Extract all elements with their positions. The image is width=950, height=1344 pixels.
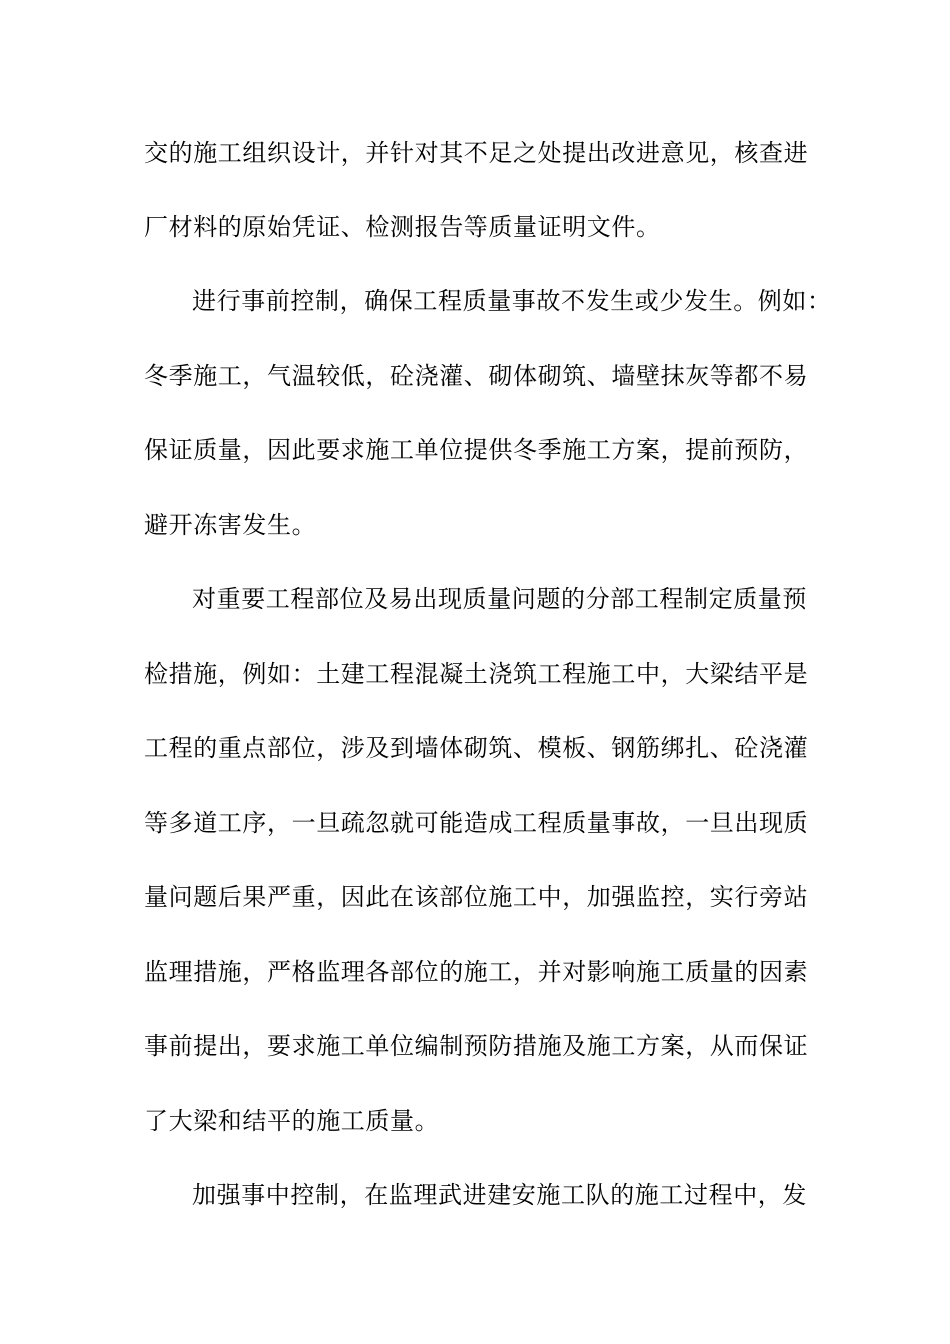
text-line: 量问题后果严重，因此在该部位施工中，加强监控，实行旁站 xyxy=(144,883,809,911)
text-line: 事前提出，要求施工单位编制预防措施及施工方案，从而保证 xyxy=(144,1032,809,1060)
text-line: 工程的重点部位，涉及到墙体砌筑、模板、钢筋绑扎、砼浇灌 xyxy=(144,734,809,762)
text-line: 冬季施工，气温较低，砼浇灌、砌体砌筑、墙壁抹灰等都不易 xyxy=(144,362,809,390)
text-line: 交的施工组织设计，并针对其不足之处提出改进意见，核查进 xyxy=(144,139,809,167)
paragraph-start-line: 进行事前控制，确保工程质量事故不发生或少发生。例如： xyxy=(192,287,832,315)
text-line: 检措施，例如：土建工程混凝土浇筑工程施工中，大梁结平是 xyxy=(144,660,809,688)
text-line: 保证质量，因此要求施工单位提供冬季施工方案，提前预防， xyxy=(144,436,809,464)
text-line: 等多道工序，一旦疏忽就可能造成工程质量事故，一旦出现质 xyxy=(144,809,809,837)
paragraph-start-line: 对重要工程部位及易出现质量问题的分部工程制定质量预 xyxy=(192,585,807,613)
text-line: 了大梁和结平的施工质量。 xyxy=(144,1107,440,1135)
text-line: 厂材料的原始凭证、检测报告等质量证明文件。 xyxy=(144,213,661,241)
text-line: 避开冻害发生。 xyxy=(144,511,317,539)
paragraph-start-line: 加强事中控制，在监理武进建安施工队的施工过程中，发 xyxy=(192,1181,807,1209)
text-line: 监理措施，严格监理各部位的施工，并对影响施工质量的因素 xyxy=(144,958,809,986)
